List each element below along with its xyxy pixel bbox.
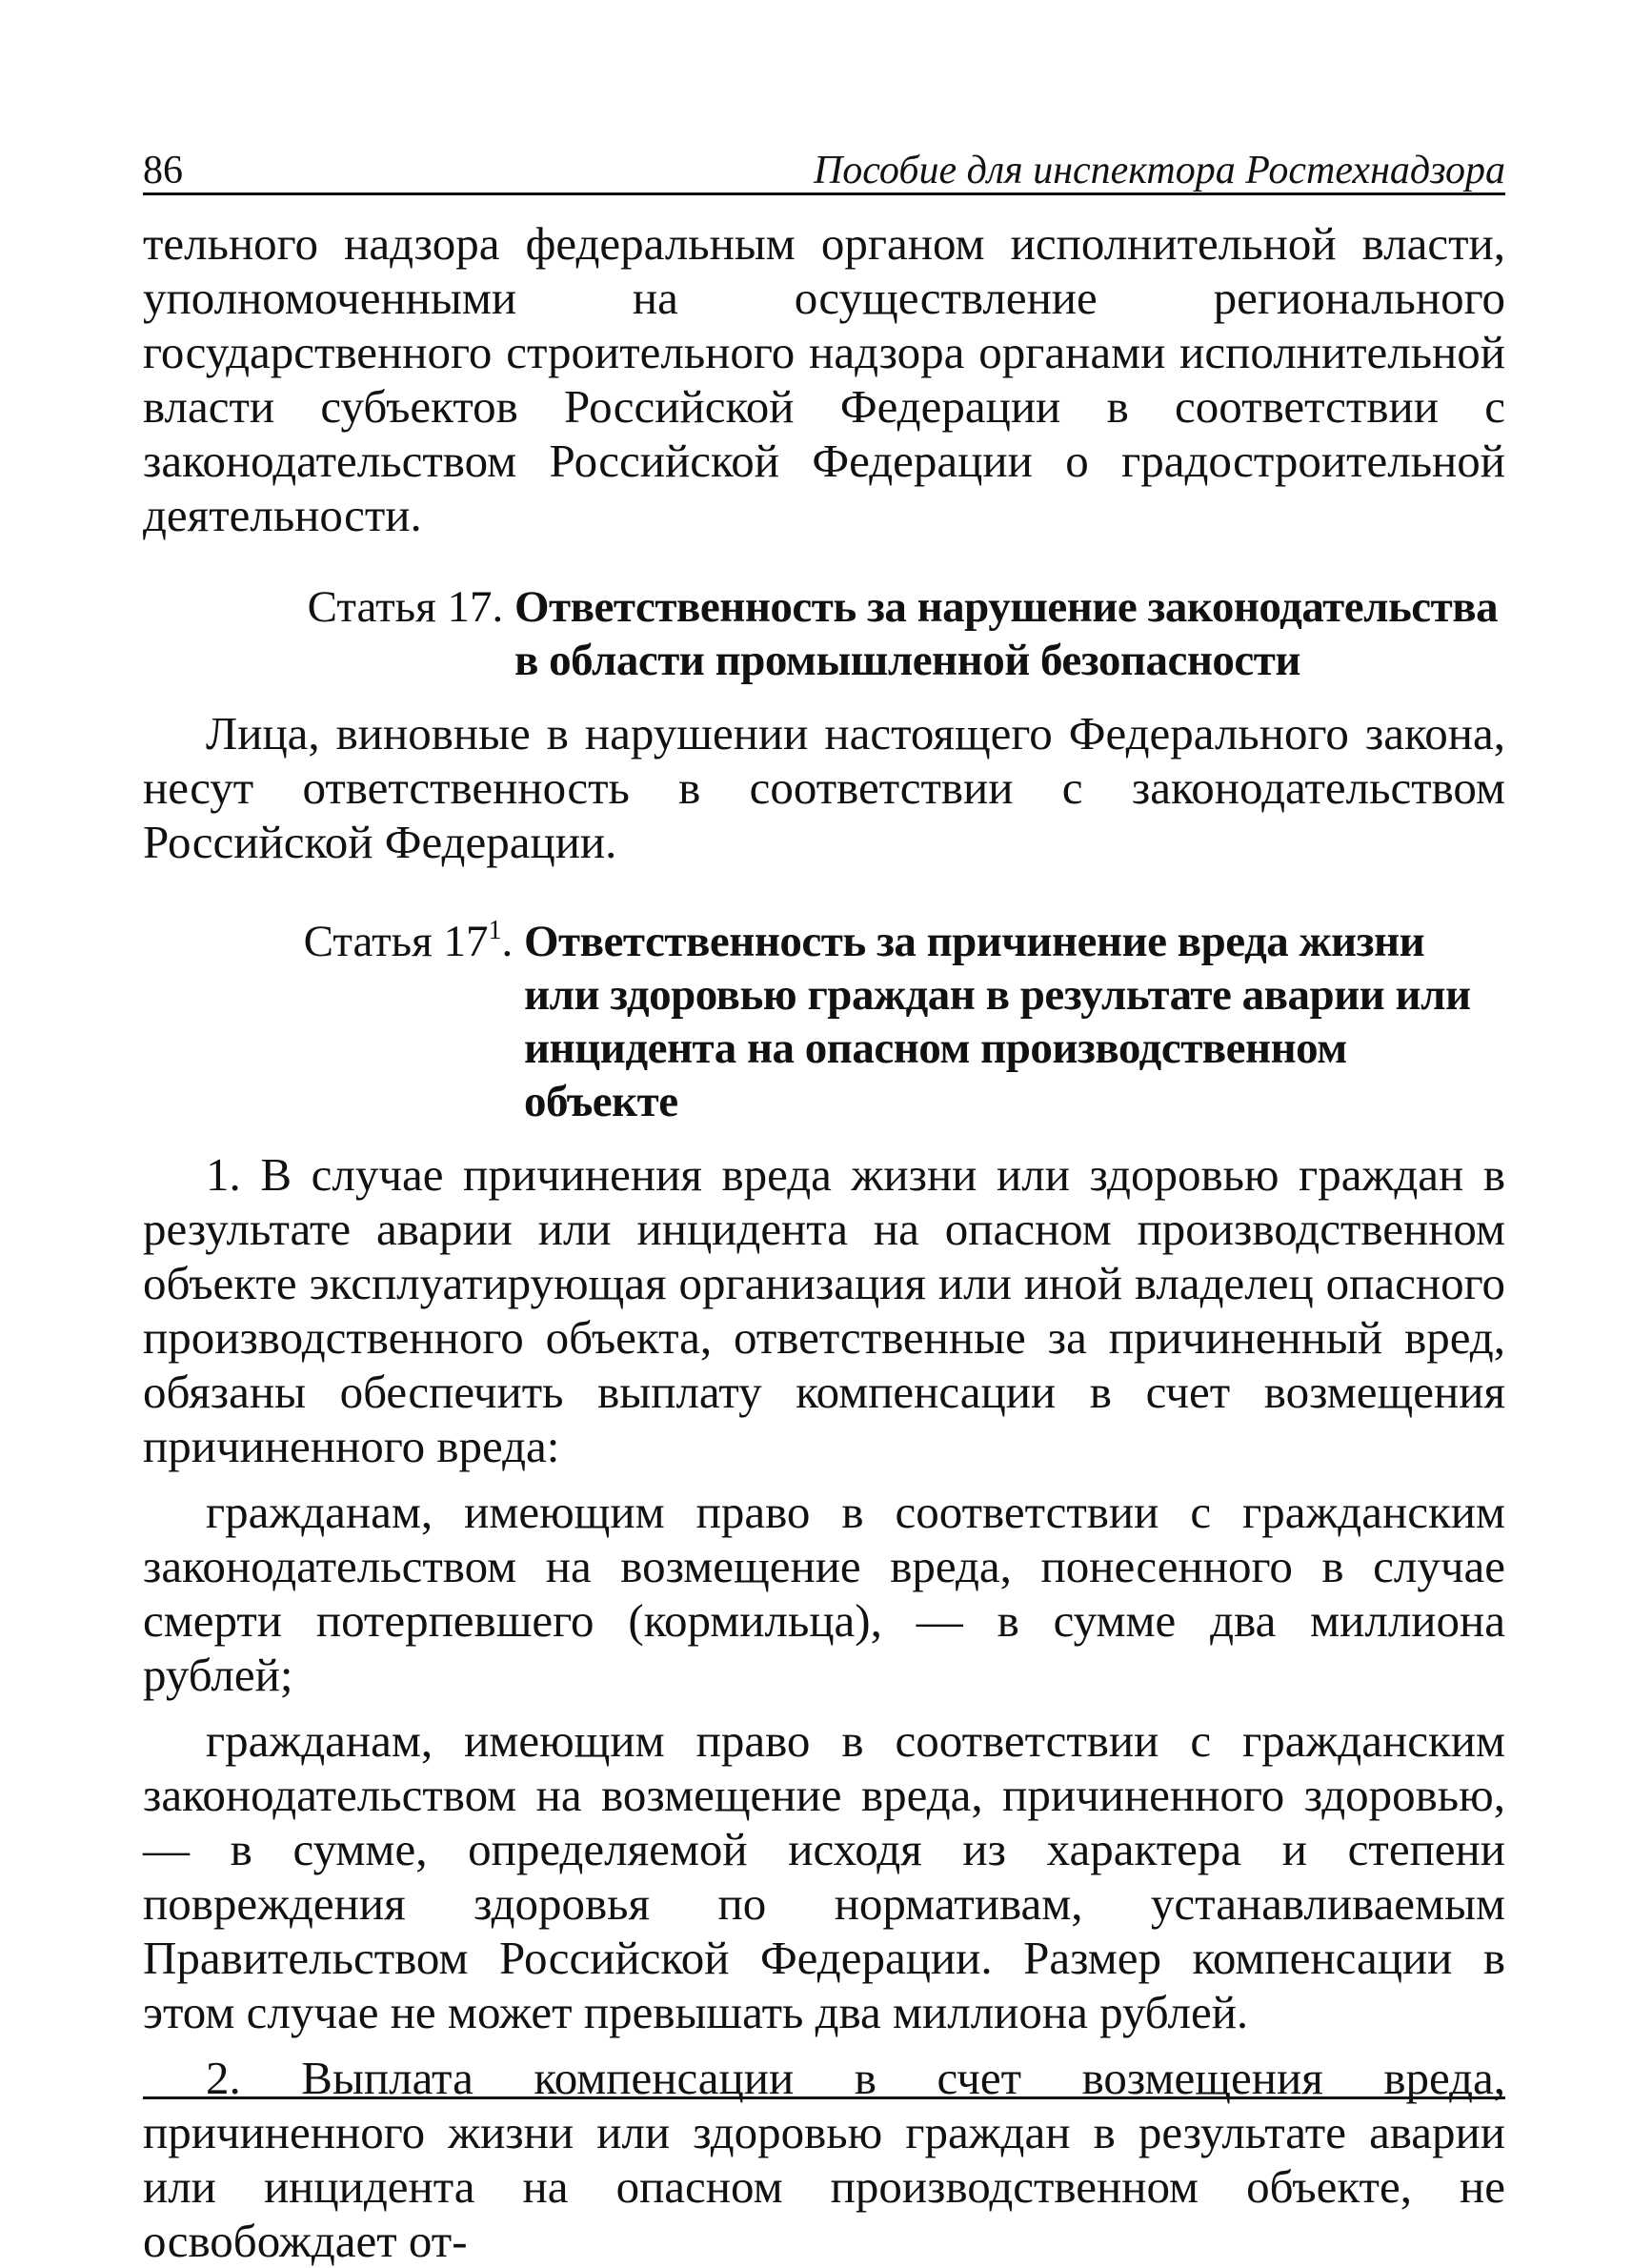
running-header [143,133,1505,195]
article-17-1-paragraph-1b: гражданам, имеющим право в соответствии с гражданским законодательством на возмещение вреда, причиненного здоровью, — в сумме, определяемой исходя из характера и степени повреждения здоровья по нормативам, устанавливаемым Правительством Российской Федерации. Размер компенсации в этом случае не может превышать два миллиона рублей. [143,1714,1505,2038]
book-page [143,133,1505,2268]
article-17-heading [143,580,1505,687]
footer-rule [143,2096,1505,2099]
book-title: Пособие для инспектора Ростехнадзора [813,149,1505,192]
article-17-1-number-prefix: Статья 17 [303,917,489,966]
page-body [143,216,1505,2268]
page-number: 86 [143,149,183,192]
article-17-1-paragraph-1: 1. В случае причинения вреда жизни или здоровью граждан в результате аварии или инцидента на опасном производственном объекте эксплуатирующая организация или иной владелец опасного производственного объекта, ответственные за причиненный вред, обязаны обеспечить выплату компенсации в счет возмещения причиненного вреда: [143,1148,1505,1472]
article-17-1-heading [143,915,1505,1128]
article-17-1-number-suffix: . [501,917,514,966]
article-17-1-number [304,915,514,1128]
continuation-paragraph: тельного надзора федеральным органом исполнительной власти, уполномоченными на осуществление регионального государственного строительного надзора органами исполнительной власти субъектов Российской Федерации в соответствии с законодательством Российской Федерации о градостроительной деятельности. [143,217,1505,541]
article-17-paragraph: Лица, виновные в нарушении настоящего Федерального закона, несут ответственность в соответствии с законодательством Российской Федерации. [143,707,1505,868]
article-17-1-superscript: 1 [488,916,502,945]
article-17-number: Статья 17. [307,582,504,632]
article-17-1-paragraph-2: 2. Выплата компенсации в счет возмещения вреда, причиненного жизни или здоровью граждан в результате аварии или инцидента на опасном производственном объекте, не освобождает от- [143,2052,1505,2267]
article-17-1-title: Ответственность за причинение вреда жизни или здоровью граждан в результате аварии или инцидента на опасном производственном объекте [524,917,1471,1126]
article-17-1-paragraph-1a: гражданам, имеющим право в соответствии с гражданским законодательством на возмещение вреда, понесенного в случае смерти потерпевшего (кормильца), — в сумме два миллиона рублей; [143,1486,1505,1701]
article-17-title: Ответственность за нарушение законодательства в области промышленной безопасности [514,582,1499,685]
